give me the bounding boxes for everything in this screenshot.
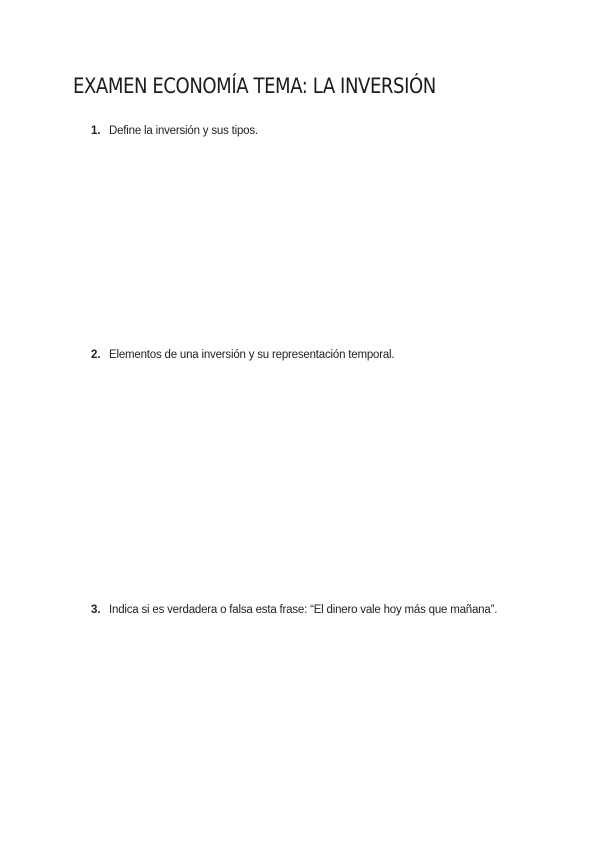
question-item	[91, 122, 511, 140]
question-text: Define la inversión y sus tipos.	[109, 125, 258, 137]
question-item	[91, 346, 511, 364]
question-item	[91, 601, 511, 619]
question-text: Elementos de una inversión y su representación temporal.	[109, 349, 395, 361]
question-text: Indica si es verdadera o falsa esta frase: “El dinero vale hoy más que mañana”.	[109, 604, 498, 616]
question-number: 2.	[91, 349, 101, 361]
page-title: EXAMEN ECONOMÍA TEMA: LA INVERSIÓN	[73, 74, 436, 98]
question-number: 1.	[91, 125, 101, 137]
question-number: 3.	[91, 604, 101, 616]
